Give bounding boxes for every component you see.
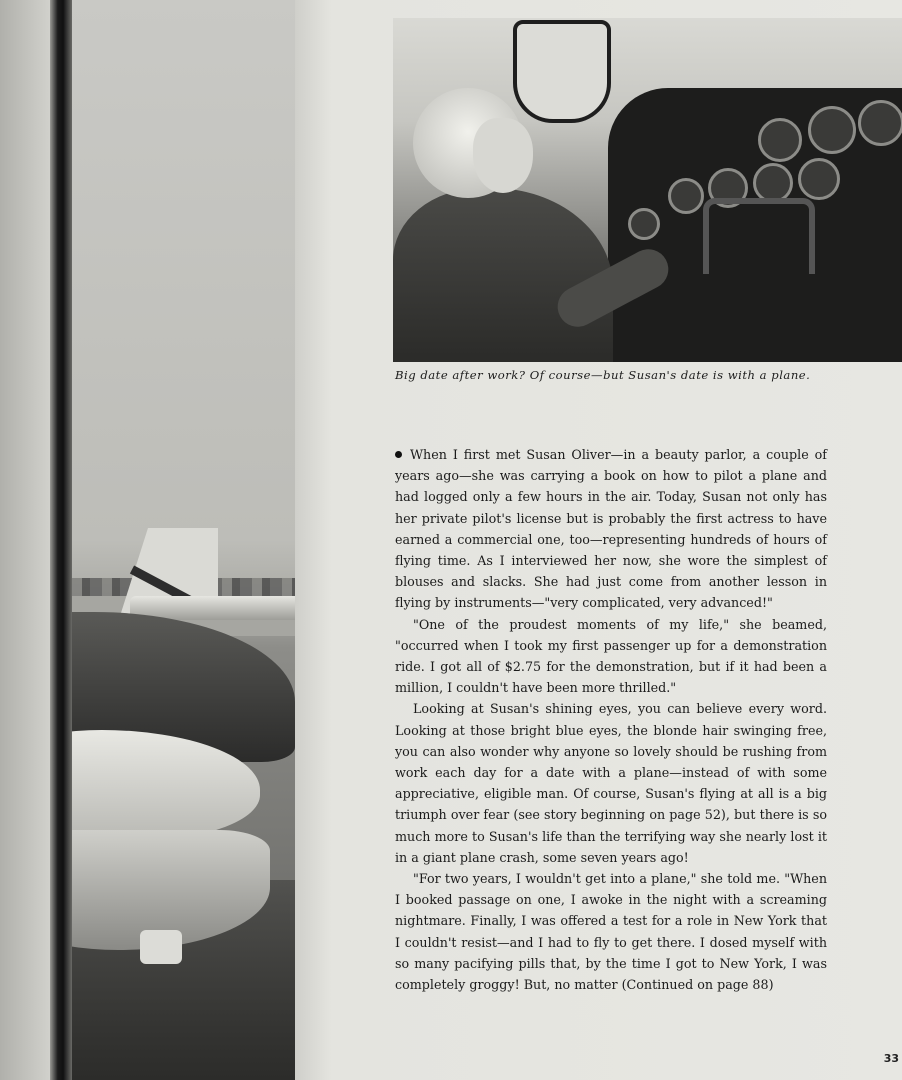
paragraph-text: When I first met Susan Oliver—in a beauty parlor, a couple of years ago—she was carrying a book on how to pilot a plane and had logged only a few hours in the air. Today, Susan not only has her private pilot's license but is probably the first actress to have earned a commercial one, too—representing hundreds of hours of flying time. As I interviewed her now, she wore the simplest of blouses and slacks. She had just come from another lesson in flying by instruments—"very complicated, very advanced!" <box>395 447 827 611</box>
article-paragraph: Looking at Susan's shining eyes, you can believe every word. Looking at those bright blue eyes, the blonde hair swinging free, you can also wonder why anyone so lovely should be rushing from work each day for a date with a plane—instead of with some appreciative, eligible man. Of course, Susan's flying at all is a big triumph over fear (see story beginning on page 52), but there is so much more to Susan's life than the terrifying way she nearly lost it in a giant plane crash, some seven years ago! <box>395 701 827 865</box>
page-edge <box>0 0 50 1080</box>
gauge <box>668 178 704 214</box>
landing-wheel <box>140 930 182 964</box>
article-body <box>395 444 827 995</box>
control-yoke <box>703 198 815 274</box>
gauge <box>758 118 802 162</box>
gauge <box>858 100 902 146</box>
magazine-page <box>295 0 902 1080</box>
gauge <box>798 158 840 200</box>
pilot-face <box>473 118 533 193</box>
mirror <box>513 20 611 123</box>
gauge <box>808 106 856 154</box>
article-paragraph <box>395 444 827 614</box>
cockpit-photo <box>393 18 902 362</box>
article-paragraph: "For two years, I wouldn't get into a plane," she told me. "When I booked passage on one, I awoke in the night with a screaming nightmare. Finally, I was offered a test for a role in New York that I couldn't resist—and I had to fly to get there. I dosed myself with so many pacifying pills that, by the time I got to New York, I was completely groggy! But, no matter (Continued on page 88) <box>395 871 827 993</box>
airplane-wing-photo <box>0 0 295 1080</box>
gauge <box>628 208 660 240</box>
bullet-icon <box>395 451 402 458</box>
page-number: 33 <box>883 1052 899 1065</box>
photo-caption: Big date after work? Of course—but Susan's date is with a plane. <box>395 368 811 382</box>
book-gutter <box>50 0 72 1080</box>
pilot-body <box>393 188 613 362</box>
article-paragraph: "One of the proudest moments of my life," she beamed, "occurred when I took my first passenger up for a demonstration ride. I got all of $2.75 for the demonstration, but if it had been a million, I couldn't have been more thrilled." <box>395 616 827 696</box>
gauge <box>753 163 793 203</box>
